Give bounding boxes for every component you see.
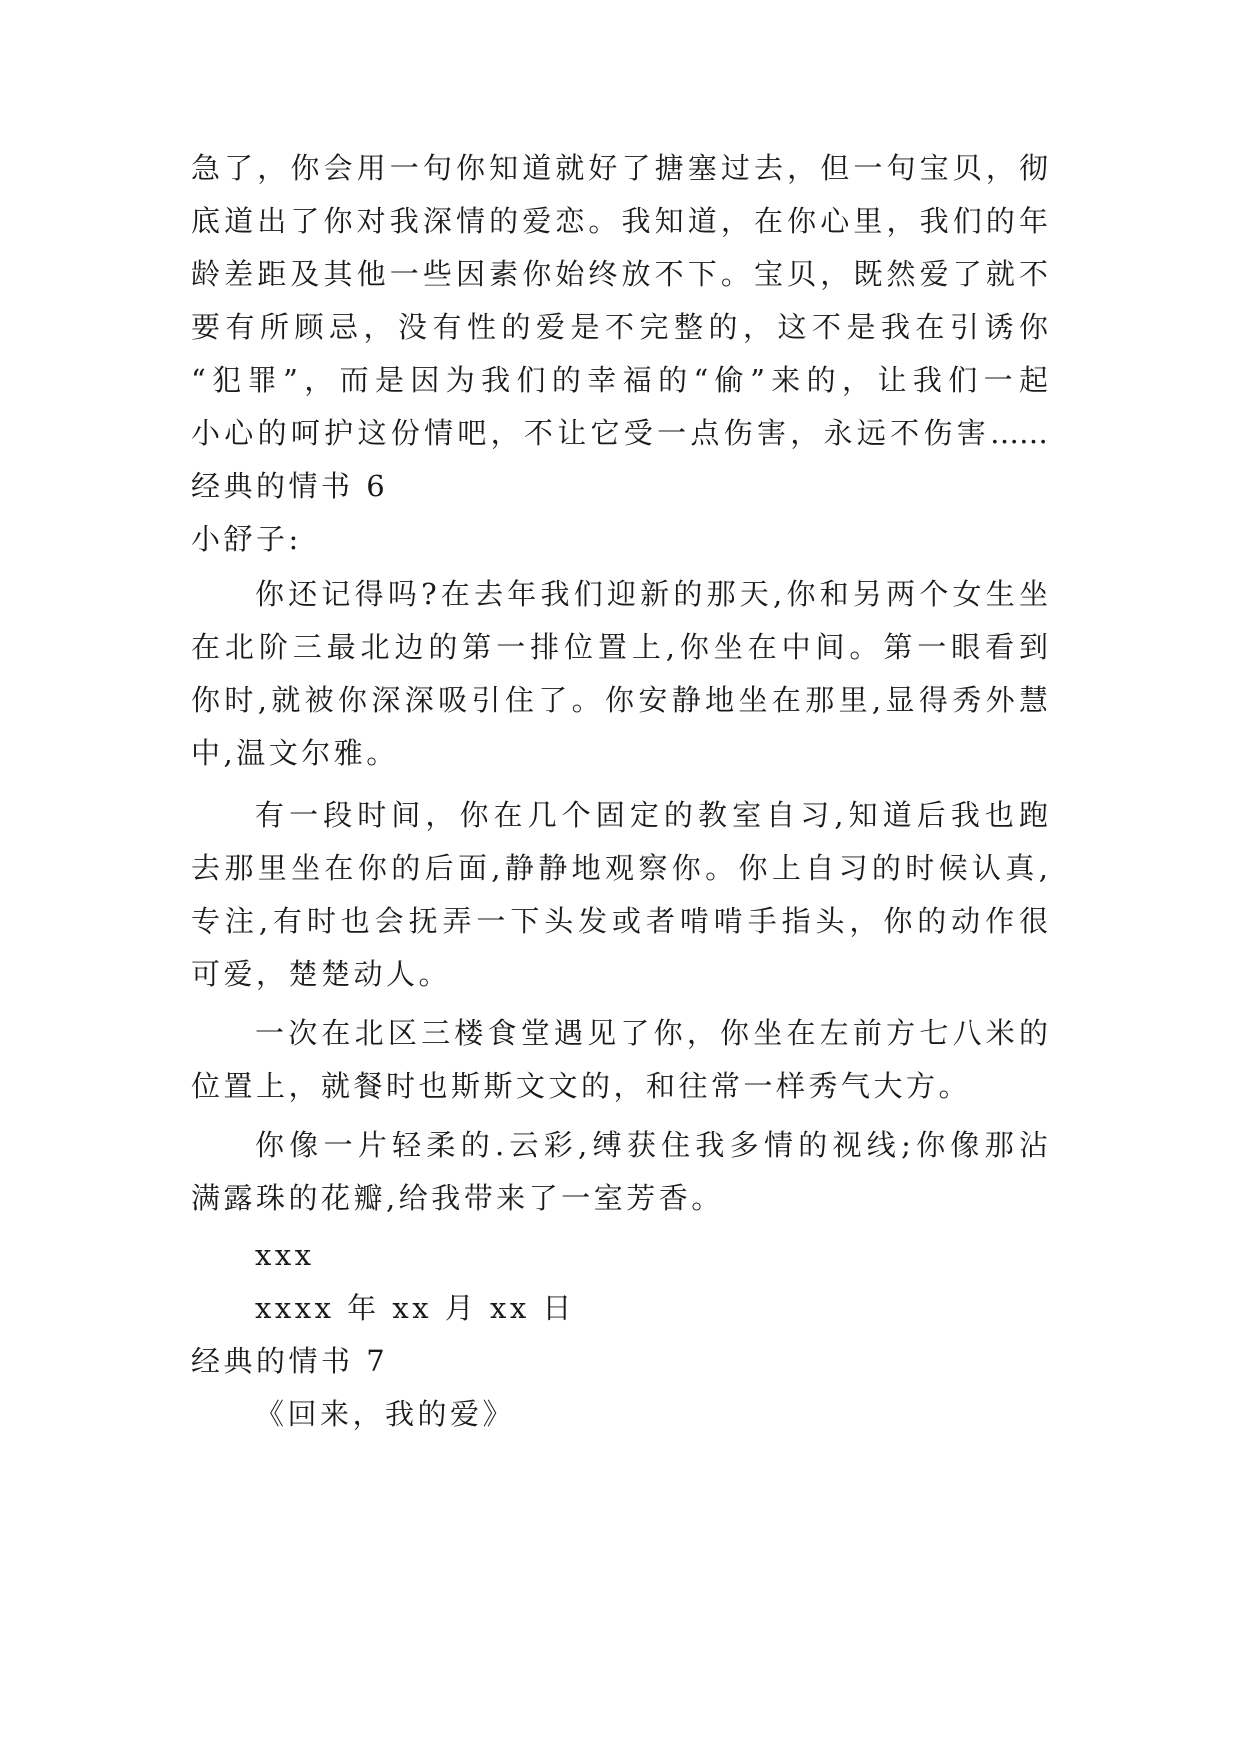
paragraph-line: 去那里坐在你的后面,静静地观察你。你上自习的时候认真, [191,851,1048,885]
paragraph-line: 龄差距及其他一些因素你始终放不下。宝贝，既然爱了就不 [191,257,1048,291]
paragraph-line: 专注,有时也会抚弄一下头发或者啃啃手指头，你的动作很 [191,904,1048,938]
paragraph-line: 小心的呵护这份情吧，不让它受一点伤害，永远不伤害…… [191,416,1048,450]
paragraph-line: 急了，你会用一句你知道就好了搪塞过去，但一句宝贝，彻 [191,151,1048,185]
signature-name: xxx [255,1238,315,1272]
paragraph-line: 你像一片轻柔的.云彩,缚获住我多情的视线;你像那沾 [255,1128,1048,1162]
paragraph-line: 在北阶三最北边的第一排位置上,你坐在中间。第一眼看到 [191,630,1048,664]
paragraph-line: 要有所顾忌，没有性的爱是不完整的，这不是我在引诱你 [191,310,1048,344]
salutation: 小舒子: [191,522,302,556]
paragraph-line: 一次在北区三楼食堂遇见了你，你坐在左前方七八米的 [255,1016,1048,1050]
paragraph-line: 位置上，就餐时也斯斯文文的，和往常一样秀气大方。 [191,1069,972,1103]
paragraph-line: 有一段时间，你在几个固定的教室自习,知道后我也跑 [255,798,1048,832]
paragraph-line: “犯罪”，而是因为我们的幸福的“偷”来的，让我们一起 [191,363,1048,397]
paragraph-line: 中,温文尔雅。 [191,736,399,770]
paragraph-line: 你时,就被你深深吸引住了。你安静地坐在那里,显得秀外慧 [191,683,1048,717]
section-heading: 经典的情书 6 [191,469,389,503]
poem-title: 《回来，我的爱》 [255,1397,516,1431]
paragraph-line: 底道出了你对我深情的爱恋。我知道，在你心里，我们的年 [191,204,1048,238]
section-heading: 经典的情书 7 [191,1344,389,1378]
paragraph-line: 满露珠的花瓣,给我带来了一室芳香。 [191,1181,724,1215]
signature-date: xxxx 年 xx 月 xx 日 [255,1291,575,1325]
paragraph-line: 你还记得吗?在去年我们迎新的那天,你和另两个女生坐 [255,577,1048,611]
paragraph-line: 可爱，楚楚动人。 [191,957,452,991]
